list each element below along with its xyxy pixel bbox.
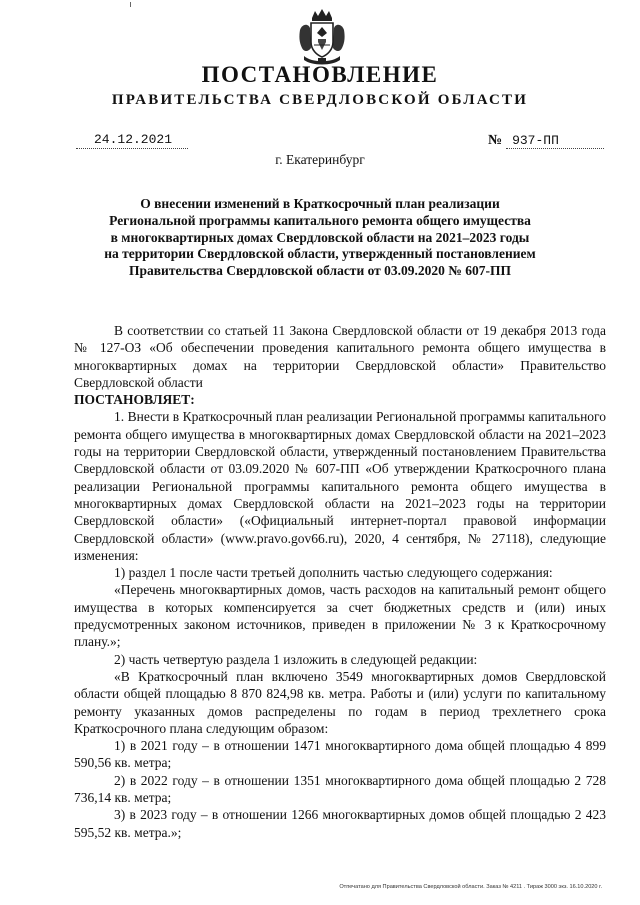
document-title (80, 196, 560, 280)
title-line: Региональной программы капитального ремонта общего имущества (109, 212, 531, 228)
title-line: Правительства Свердловской области от 03.09.2020 № 607-ПП (129, 263, 511, 279)
number-underline (506, 148, 604, 149)
document-body (74, 322, 606, 841)
issuing-authority: ПРАВИТЕЛЬСТВА СВЕРДЛОВСКОЙ ОБЛАСТИ (111, 92, 529, 108)
title-line: на территории Свердловской области, утвержденный постановлением (104, 246, 536, 262)
preamble-paragraph: В соответствии со статьей 11 Закона Свердловской области от 19 декабря 2013 года № 127-ОЗ «Об обеспечении проведения капитального ремонта общего имущества в многоквартирных домах на территории Свердловской области» Правительство Свердловской области (74, 323, 606, 390)
title-line: О внесении изменений в Краткосрочный план реализации (140, 196, 500, 211)
clause-paragraph: 1. Внести в Краткосрочный план реализации Региональной программы капитального ремонта общего имущества в многоквартирных домах Свердловской области на 2021–2023 годы на территории Свердловской области, утвержденный постановлением Правительства Свердловской области от 03.09.2020 № 607-ПП «Об утверждении Краткосрочного плана реализации Региональной программы капитального ремонта общего имущества в многоквартирных домах Свердловской области на 2021–2023 годы на территории Свердловской области» («Официальный интернет-портал правовой информации Свердловской области» (www.pravo.gov66.ru), 2020, 4 сентября, № 27118), следующие изменения: (74, 409, 606, 563)
clause-paragraph: 1) в 2021 году – в отношении 1471 многоквартирного дома общей площадью 4 899 590,56 кв. метра; (74, 738, 606, 771)
document-date: 24.12.2021 (94, 132, 173, 147)
resolves-heading: ПОСТАНОВЛЯЕТ: (74, 392, 195, 408)
print-imprint: Отпечатано для Правительства Свердловской области. Заказ № 4211 . Тираж 3000 экз. 16.10.2020 г. (339, 884, 602, 890)
date-underline (76, 148, 188, 149)
title-line: в многоквартирных домах Свердловской области на 2021–2023 годы (110, 229, 530, 245)
clause-paragraph: 1) раздел 1 после части третьей дополнить частью следующего содержания: (114, 565, 553, 581)
document-city: г. Екатеринбург (275, 152, 365, 167)
scan-mark (130, 2, 131, 7)
document-type: ПОСТАНОВЛЕНИЕ (201, 62, 439, 87)
clause-paragraph: 2) в 2022 году – в отношении 1351 многоквартирного дома общей площадью 2 728 736,14 кв. метра; (74, 772, 606, 806)
coat-of-arms-icon (296, 8, 348, 66)
clause-paragraph: «Перечень многоквартирных домов, часть расходов на капитальный ремонт общего имущества в которых компенсируется за счет бюджетных средств и (или) иных предусмотренных законом источников, приведен в приложении № 3 к Краткосрочному плану.»; (74, 582, 606, 650)
document-number-field (488, 131, 604, 149)
document-date-field (76, 131, 188, 149)
clause-paragraph: «В Краткосрочный план включено 3549 многоквартирных домов Свердловской области общей площадью 8 870 824,98 кв. метра. Работы и (или) услуги по капитальному ремонту указанных домов распределены по годам в период трехлетнего срока Краткосрочного плана следующим образом: (74, 668, 606, 736)
number-sign: № (488, 133, 503, 148)
clause-paragraph: 3) в 2023 году – в отношении 1266 многоквартирных домов общей площадью 2 423 595,52 кв. метра.»; (74, 807, 606, 840)
clause-paragraph: 2) часть четвертую раздела 1 изложить в следующей редакции: (114, 651, 478, 667)
document-number: 937-ПП (512, 133, 559, 148)
